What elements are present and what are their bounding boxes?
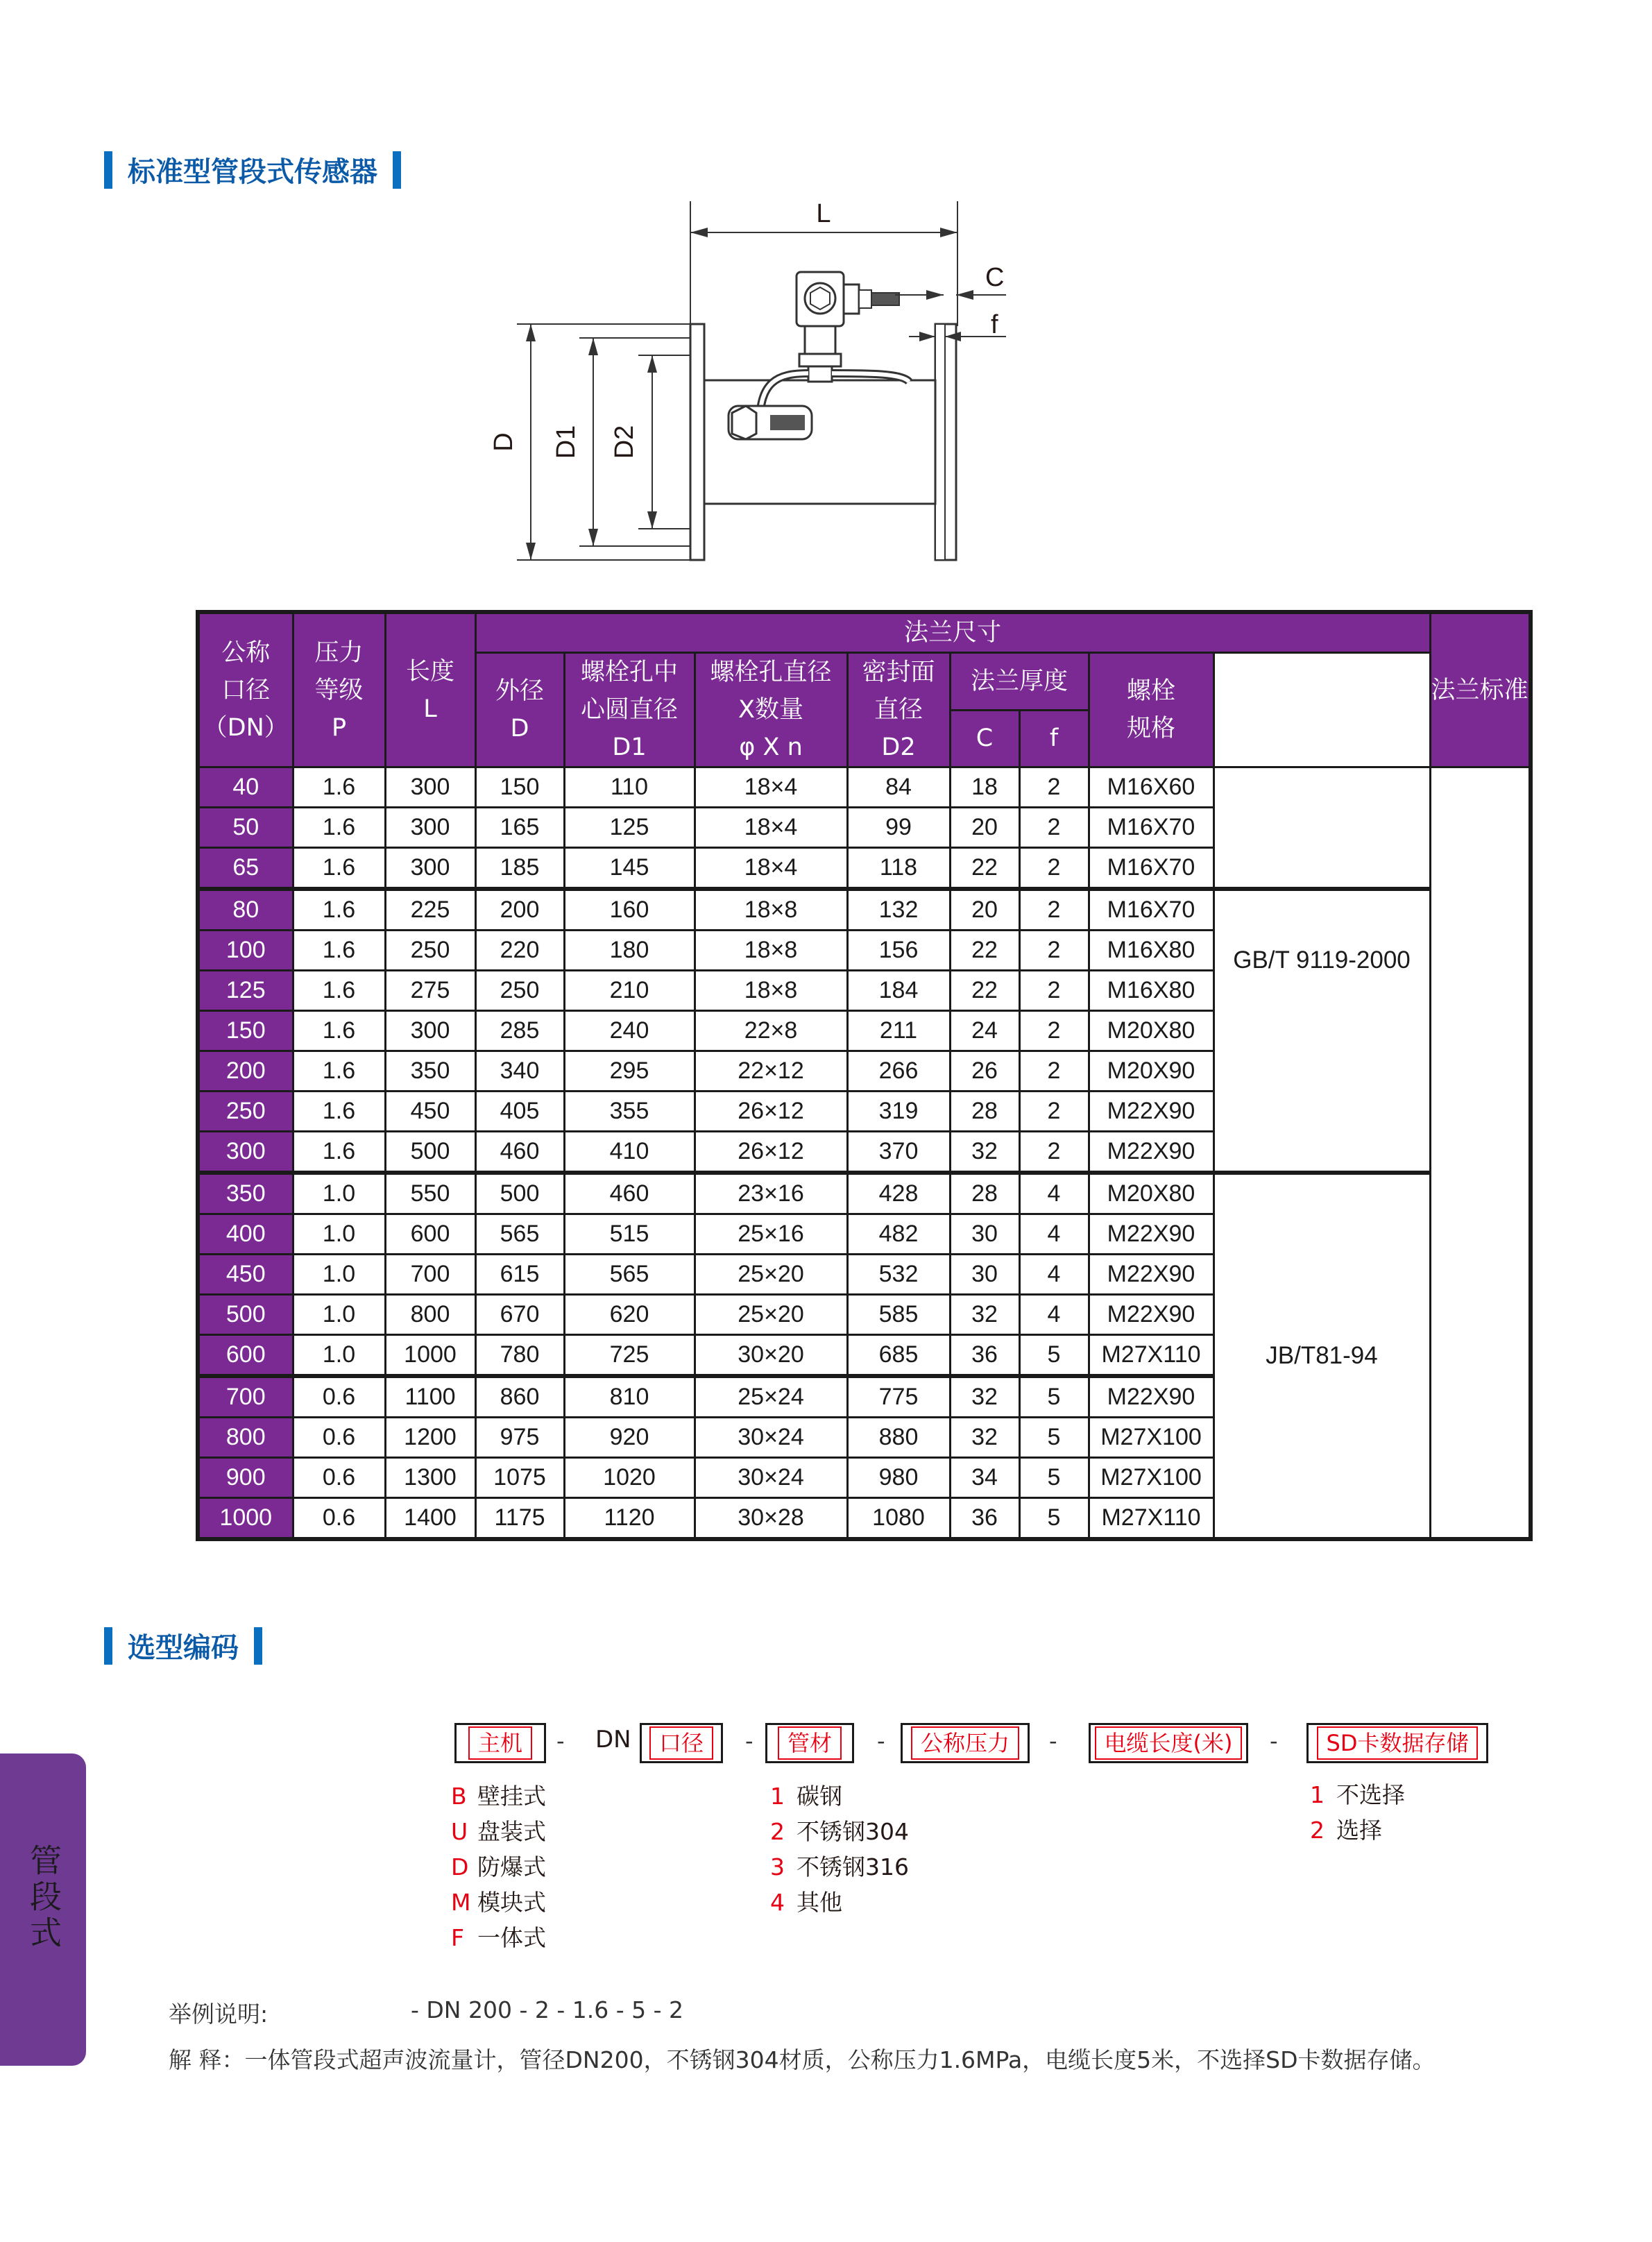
table-cell: 30×28 [695,1498,847,1540]
table-cell: 1075 [475,1458,564,1498]
table-row [198,1173,1531,1214]
header-bolt-hole: 螺栓孔直径 X数量 φ X n [695,653,847,767]
table-cell: 880 [847,1418,950,1458]
table-cell: 26×12 [695,1092,847,1132]
table-cell: 36 [950,1335,1019,1377]
table-cell: M16X80 [1089,931,1214,971]
header-c: C [950,710,1019,767]
cell-dn: 500 [198,1295,293,1335]
table-cell: M22X90 [1089,1295,1214,1335]
table-cell: 4 [1019,1255,1089,1295]
table-cell: 1.6 [293,1132,385,1173]
table-cell: 26 [950,1051,1019,1092]
option-key: 3 [770,1853,785,1880]
table-cell: 18×8 [695,931,847,971]
code-dn-prefix: DN [595,1726,631,1753]
table-cell: M22X90 [1089,1376,1214,1418]
header-length: 长度 L [385,612,475,767]
table-cell: 2 [1019,971,1089,1011]
table-cell: 300 [385,808,475,848]
table-cell: M22X90 [1089,1214,1214,1255]
table-cell: 22 [950,848,1019,890]
table-cell: 4 [1019,1214,1089,1255]
table-cell: 20 [950,889,1019,931]
label-D1: D1 [552,425,581,459]
label-L: L [816,199,831,228]
option-label: 防爆式 [477,1853,546,1880]
table-row [198,767,1531,808]
table-cell: 266 [847,1051,950,1092]
table-cell: 125 [564,808,695,848]
table-cell: 118 [847,848,950,890]
table-cell: 5 [1019,1376,1089,1418]
table-cell: 370 [847,1132,950,1173]
table-cell: 1400 [385,1498,475,1540]
option-label: 碳钢 [797,1783,842,1810]
title-bar-right [254,1627,262,1665]
table-cell: 2 [1019,1092,1089,1132]
table-cell: M16X80 [1089,971,1214,1011]
table-cell: 1.6 [293,1011,385,1051]
explain-row [169,2042,1436,2075]
table-cell: 20 [950,808,1019,848]
table-cell: 2 [1019,1132,1089,1173]
table-cell: 1.6 [293,971,385,1011]
flange-spec-table [196,610,1533,1541]
explain-text: 一体管段式超声波流量计，管径DN200，不锈钢304材质，公称压力1.6MPa，电缆长度5米，不选择SD卡数据存储。 [244,2046,1436,2073]
option-key: 1 [1310,1781,1325,1808]
table-cell: 295 [564,1051,695,1092]
section-title-text: 选型编码 [128,1632,239,1664]
table-cell: 1.0 [293,1255,385,1295]
section-title-sensor [104,150,401,189]
header-pressure: 压力 等级 P [293,612,385,767]
table-cell: M22X90 [1089,1255,1214,1295]
table-cell: 1.6 [293,767,385,808]
table-cell: 5 [1019,1498,1089,1540]
table-cell: 725 [564,1335,695,1377]
table-row [198,889,1531,931]
table-cell: 1175 [475,1498,564,1540]
option-item [770,1849,909,1885]
table-cell: 25×24 [695,1376,847,1418]
table-cell: 150 [475,767,564,808]
table-cell: 515 [564,1214,695,1255]
code-cable-box: 电缆长度(米) [1089,1723,1248,1763]
table-cell: 482 [847,1214,950,1255]
title-bar-right [393,151,401,189]
option-label: 盘装式 [477,1818,546,1845]
table-cell: 550 [385,1173,475,1214]
header-bolt-spec: 螺栓 规格 [1089,653,1214,767]
table-cell: M16X70 [1089,808,1214,848]
table-cell: 22×12 [695,1051,847,1092]
table-cell: 225 [385,889,475,931]
spec-table-body [198,767,1531,1540]
option-item [1310,1812,1382,1849]
table-cell: 600 [385,1214,475,1255]
table-cell: 30×20 [695,1335,847,1377]
table-cell: M20X80 [1089,1011,1214,1051]
table-cell: 355 [564,1092,695,1132]
section-title-selection [104,1626,262,1665]
label-D2: D2 [610,425,639,459]
table-cell: 860 [475,1376,564,1418]
option-key: 2 [1310,1817,1325,1844]
table-cell: 22×8 [695,1011,847,1051]
table-cell: 0.6 [293,1376,385,1418]
table-cell: 2 [1019,889,1089,931]
table-cell: 180 [564,931,695,971]
cell-dn: 1000 [198,1498,293,1540]
option-key: U [451,1818,468,1845]
table-cell: 22 [950,931,1019,971]
option-key: F [451,1924,464,1951]
table-cell: 500 [385,1132,475,1173]
cell-flange-standard [1214,767,1430,890]
table-cell: 275 [385,971,475,1011]
table-cell: 210 [564,971,695,1011]
table-cell: 0.6 [293,1498,385,1540]
code-caliber-box: 口径 [640,1723,723,1763]
table-cell: M27X110 [1089,1335,1214,1377]
table-cell: 165 [475,808,564,848]
table-cell: 1.0 [293,1295,385,1335]
table-cell: M16X70 [1089,889,1214,931]
table-cell: 1.6 [293,848,385,890]
left-flange [690,324,704,560]
table-cell: M22X90 [1089,1092,1214,1132]
explain-label: 解 释： [169,2046,245,2073]
table-cell: 620 [564,1295,695,1335]
cell-dn: 125 [198,971,293,1011]
option-key: 2 [770,1818,785,1845]
cell-dn: 350 [198,1173,293,1214]
table-cell: 18×4 [695,848,847,890]
option-label: 其他 [797,1889,842,1916]
right-flange-face [935,324,945,560]
pipe-body [704,380,935,504]
table-cell: 1.0 [293,1173,385,1214]
cell-flange-standard: GB/T 9119-2000 [1214,889,1430,1173]
table-cell: 32 [950,1295,1019,1335]
table-cell: 800 [385,1295,475,1335]
table-cell: 450 [385,1092,475,1132]
table-cell: 211 [847,1011,950,1051]
option-item [451,1778,546,1815]
table-cell: 160 [564,889,695,931]
option-key: 1 [770,1783,785,1810]
code-dash: - [556,1728,565,1754]
table-cell: 685 [847,1335,950,1377]
table-cell: 1.6 [293,808,385,848]
code-material-box: 管材 [765,1723,854,1763]
table-cell: 1120 [564,1498,695,1540]
table-cell: 5 [1019,1418,1089,1458]
table-cell: 460 [475,1132,564,1173]
table-cell: M27X100 [1089,1418,1214,1458]
table-cell: 1000 [385,1335,475,1377]
table-cell: 24 [950,1011,1019,1051]
code-dash: - [745,1728,753,1754]
option-item [1310,1777,1405,1813]
option-key: B [451,1783,467,1810]
table-cell: 300 [385,848,475,890]
table-cell: M20X90 [1089,1051,1214,1092]
header-standard: 法兰标准 [1430,612,1531,767]
cell-dn: 65 [198,848,293,890]
table-cell: 240 [564,1011,695,1051]
header-outer-d: 外径 D [475,653,564,767]
cell-dn: 400 [198,1214,293,1255]
option-key: D [451,1853,469,1880]
table-cell: 28 [950,1173,1019,1214]
table-cell: 250 [385,931,475,971]
table-cell: 1.6 [293,889,385,931]
table-cell: 975 [475,1418,564,1458]
table-cell: 428 [847,1173,950,1214]
table-cell: 350 [385,1051,475,1092]
table-cell: M16X70 [1089,848,1214,890]
cell-dn: 100 [198,931,293,971]
code-pressure-box: 公称压力 [901,1723,1030,1763]
table-cell: 28 [950,1092,1019,1132]
table-cell: M27X110 [1089,1498,1214,1540]
option-item [770,1778,842,1815]
table-cell: 32 [950,1418,1019,1458]
table-cell: 780 [475,1335,564,1377]
table-cell: 1200 [385,1418,475,1458]
table-cell: 1300 [385,1458,475,1498]
table-cell: 185 [475,848,564,890]
table-cell: 1.0 [293,1335,385,1377]
table-cell: 5 [1019,1458,1089,1498]
cell-dn: 700 [198,1376,293,1418]
table-cell: 300 [385,767,475,808]
table-cell: 980 [847,1458,950,1498]
table-cell: 22 [950,971,1019,1011]
option-label: 模块式 [477,1889,546,1916]
table-cell: 30×24 [695,1418,847,1458]
table-cell: 565 [564,1255,695,1295]
table-cell: 460 [564,1173,695,1214]
table-cell: 5 [1019,1335,1089,1377]
sensor-diagram [479,194,1055,583]
table-cell: 319 [847,1092,950,1132]
table-cell: 1020 [564,1458,695,1498]
option-key: 4 [770,1889,785,1916]
table-cell: 565 [475,1214,564,1255]
table-cell: 670 [475,1295,564,1335]
header-dn: 公称 口径 （DN） [198,612,293,767]
option-label: 选择 [1336,1817,1382,1844]
table-cell: 285 [475,1011,564,1051]
header-seal-face: 密封面 直径 D2 [847,653,950,767]
header-bolt-circle: 螺栓孔中 心圆直径 D1 [564,653,695,767]
table-cell: 220 [475,931,564,971]
table-cell: M16X60 [1089,767,1214,808]
table-cell: 2 [1019,1011,1089,1051]
table-cell: 132 [847,889,950,931]
table-cell: 184 [847,971,950,1011]
table-cell: 1.6 [293,931,385,971]
table-cell: M22X90 [1089,1132,1214,1173]
example-label: 举例说明: [169,2001,269,2028]
label-f: f [991,310,998,339]
table-cell: 30×24 [695,1458,847,1498]
cell-dn: 50 [198,808,293,848]
table-cell: 84 [847,767,950,808]
header-flange-size: 法兰尺寸 [475,612,1430,653]
table-cell: 2 [1019,1051,1089,1092]
option-label: 壁挂式 [477,1783,546,1810]
option-item [451,1814,546,1850]
header-f: f [1019,710,1089,767]
cell-dn: 450 [198,1255,293,1295]
cell-dn: 200 [198,1051,293,1092]
section-title-text: 标准型管段式传感器 [128,156,377,188]
table-cell: 1.6 [293,1051,385,1092]
table-cell: 0.6 [293,1458,385,1498]
table-cell: 585 [847,1295,950,1335]
table-cell: 145 [564,848,695,890]
table-cell: 300 [385,1011,475,1051]
table-cell: M20X80 [1089,1173,1214,1214]
table-cell: 25×16 [695,1214,847,1255]
table-cell: 2 [1019,808,1089,848]
code-dash: - [1049,1728,1057,1754]
code-sd-box: SD卡数据存储 [1306,1723,1488,1763]
option-label: 一体式 [477,1924,546,1951]
table-cell: 615 [475,1255,564,1295]
table-cell: 18 [950,767,1019,808]
table-cell: 110 [564,767,695,808]
option-item [770,1885,842,1921]
example-code: - DN 200 - 2 - 1.6 - 5 - 2 [411,1996,683,2023]
table-cell: 2 [1019,767,1089,808]
table-cell: 18×4 [695,808,847,848]
table-cell: 36 [950,1498,1019,1540]
table-cell: 532 [847,1255,950,1295]
title-bar-left [104,151,112,189]
option-item [770,1814,909,1850]
label-C: C [985,263,1005,292]
table-cell: 340 [475,1051,564,1092]
table-cell: 23×16 [695,1173,847,1214]
option-item [451,1920,546,1956]
cell-dn: 300 [198,1132,293,1173]
table-cell: M27X100 [1089,1458,1214,1498]
table-cell: 200 [475,889,564,931]
code-host-box: 主机 [454,1723,546,1763]
transducer-head [797,272,844,326]
header-thickness: 法兰厚度 [950,653,1089,711]
side-category-tab [0,1753,86,2066]
table-cell: 4 [1019,1173,1089,1214]
table-cell: 4 [1019,1295,1089,1335]
option-label: 不锈钢316 [797,1853,909,1880]
table-cell: 30 [950,1255,1019,1295]
cell-dn: 40 [198,767,293,808]
table-cell: 0.6 [293,1418,385,1458]
table-cell: 500 [475,1173,564,1214]
code-dash: - [877,1728,885,1754]
cell-dn: 900 [198,1458,293,1498]
table-cell: 26×12 [695,1132,847,1173]
table-cell: 2 [1019,931,1089,971]
cell-dn: 80 [198,889,293,931]
option-item [451,1885,546,1921]
cell-dn: 150 [198,1011,293,1051]
table-cell: 920 [564,1418,695,1458]
option-label: 不锈钢304 [797,1818,909,1845]
table-cell: 18×8 [695,971,847,1011]
table-cell: 156 [847,931,950,971]
table-cell: 30 [950,1214,1019,1255]
cell-dn: 800 [198,1418,293,1458]
table-cell: 2 [1019,848,1089,890]
code-dash: - [1270,1728,1278,1754]
table-cell: 18×8 [695,889,847,931]
table-cell: 250 [475,971,564,1011]
table-cell: 700 [385,1255,475,1295]
cell-flange-standard: JB/T81-94 [1214,1173,1430,1539]
label-D: D [489,432,518,452]
cell-dn: 600 [198,1335,293,1377]
option-key: M [451,1889,471,1916]
table-cell: 32 [950,1132,1019,1173]
table-cell: 25×20 [695,1255,847,1295]
table-cell: 405 [475,1092,564,1132]
side-tab-label: 管段式 [25,1844,62,1952]
table-cell: 99 [847,808,950,848]
table-cell: 810 [564,1376,695,1418]
table-cell: 1100 [385,1376,475,1418]
table-cell: 410 [564,1132,695,1173]
table-cell: 775 [847,1376,950,1418]
option-item [451,1849,546,1885]
option-label: 不选择 [1336,1781,1405,1808]
cell-dn: 250 [198,1092,293,1132]
table-cell: 1.0 [293,1214,385,1255]
table-cell: 25×20 [695,1295,847,1335]
table-cell: 32 [950,1376,1019,1418]
table-cell: 1080 [847,1498,950,1540]
title-bar-left [104,1627,112,1665]
table-cell: 18×4 [695,767,847,808]
table-cell: 34 [950,1458,1019,1498]
table-cell: 1.6 [293,1092,385,1132]
